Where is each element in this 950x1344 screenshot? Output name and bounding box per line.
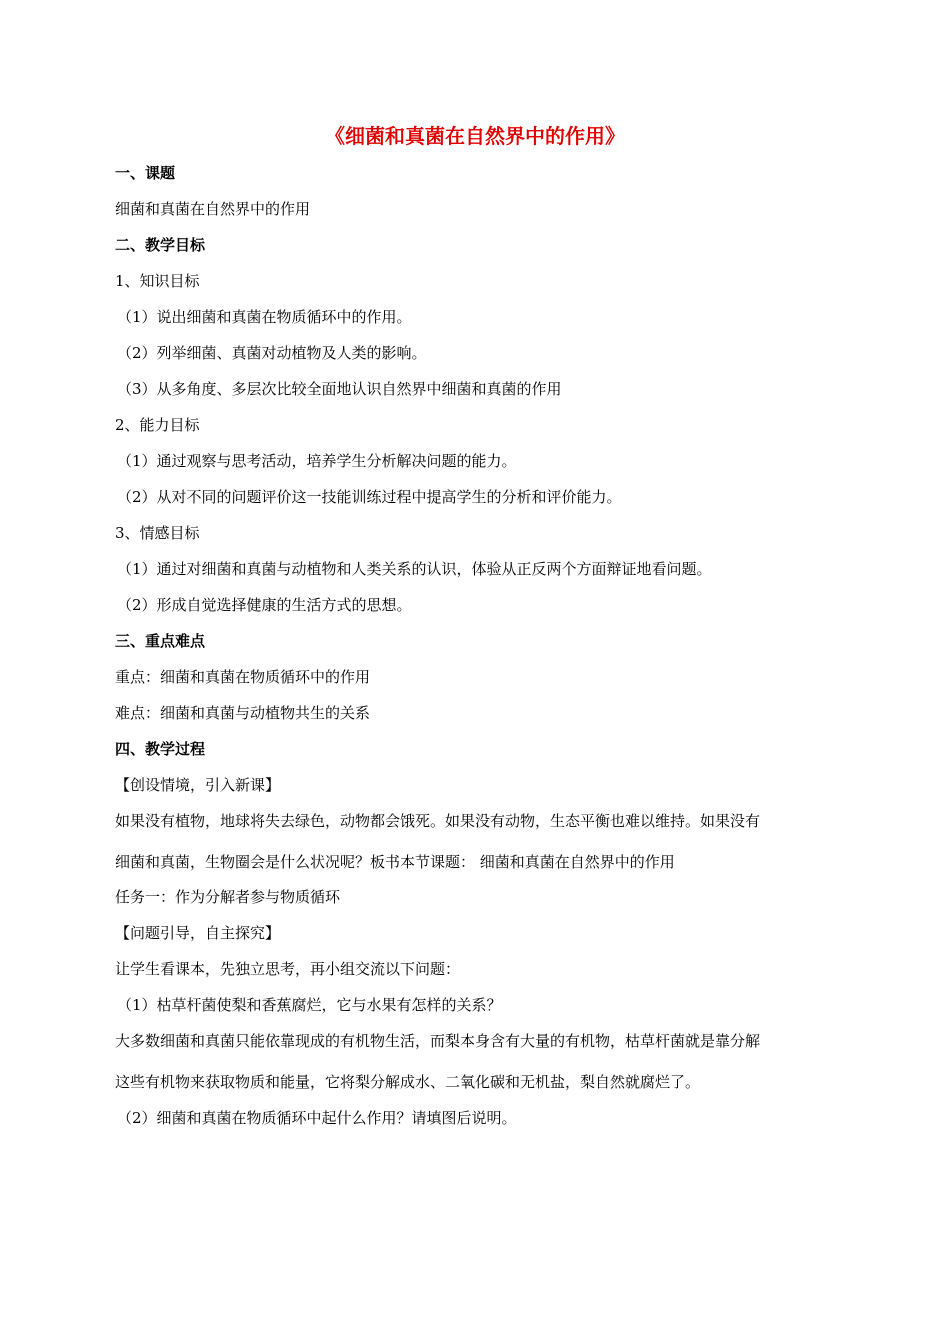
section-heading-topic: 一、课题 [115, 164, 176, 182]
paragraph: 细菌和真菌，生物圈会是什么状况呢？板书本节课题： 细菌和真菌在自然界中的作用 [115, 853, 675, 871]
paragraph: 细菌和真菌在自然界中的作用 [115, 200, 311, 218]
list-item: （3）从多角度、多层次比较全面地认识自然界中细菌和真菌的作用 [117, 380, 562, 398]
list-item: （2）细菌和真菌在物质循环中起什么作用？请填图后说明。 [117, 1109, 517, 1127]
list-item: （2）形成自觉选择健康的生活方式的思想。 [117, 596, 412, 614]
paragraph: 如果没有植物，地球将失去绿色，动物都会饿死。如果没有动物，生态平衡也难以维持。如果没有 [115, 812, 761, 830]
subheading-emotion: 3、情感目标 [115, 524, 200, 542]
subheading-ability: 2、能力目标 [115, 416, 200, 434]
paragraph: 让学生看课本，先独立思考，再小组交流以下问题： [115, 960, 461, 978]
list-item: （1）枯草杆菌使梨和香蕉腐烂，它与水果有怎样的关系？ [117, 996, 502, 1014]
paragraph: 任务一：作为分解者参与物质循环 [115, 888, 341, 906]
paragraph: 重点：细菌和真菌在物质循环中的作用 [115, 668, 371, 686]
list-item: （1）通过观察与思考活动，培养学生分析解决问题的能力。 [117, 452, 517, 470]
list-item: （2）从对不同的问题评价这一技能训练过程中提高学生的分析和评价能力。 [117, 488, 622, 506]
section-heading-key-points: 三、重点难点 [115, 632, 206, 650]
subheading-knowledge: 1、知识目标 [115, 272, 200, 290]
paragraph: 【创设情境，引入新课】 [115, 776, 281, 794]
paragraph: 【问题引导，自主探究】 [115, 924, 281, 942]
section-heading-goals: 二、教学目标 [115, 236, 206, 254]
paragraph: 这些有机物来获取物质和能量，它将梨分解成水、二氧化碳和无机盐，梨自然就腐烂了。 [115, 1073, 701, 1091]
list-item: （1）说出细菌和真菌在物质循环中的作用。 [117, 308, 412, 326]
section-heading-process: 四、教学过程 [115, 740, 206, 758]
document-title: 《细菌和真菌在自然界中的作用》 [325, 124, 625, 148]
paragraph: 难点：细菌和真菌与动植物共生的关系 [115, 704, 371, 722]
list-item: （1）通过对细菌和真菌与动植物和人类关系的认识，体验从正反两个方面辩证地看问题。 [117, 560, 712, 578]
list-item: （2）列举细菌、真菌对动植物及人类的影响。 [117, 344, 427, 362]
paragraph: 大多数细菌和真菌只能依靠现成的有机物生活，而梨本身含有大量的有机物，枯草杆菌就是靠分解 [115, 1032, 761, 1050]
